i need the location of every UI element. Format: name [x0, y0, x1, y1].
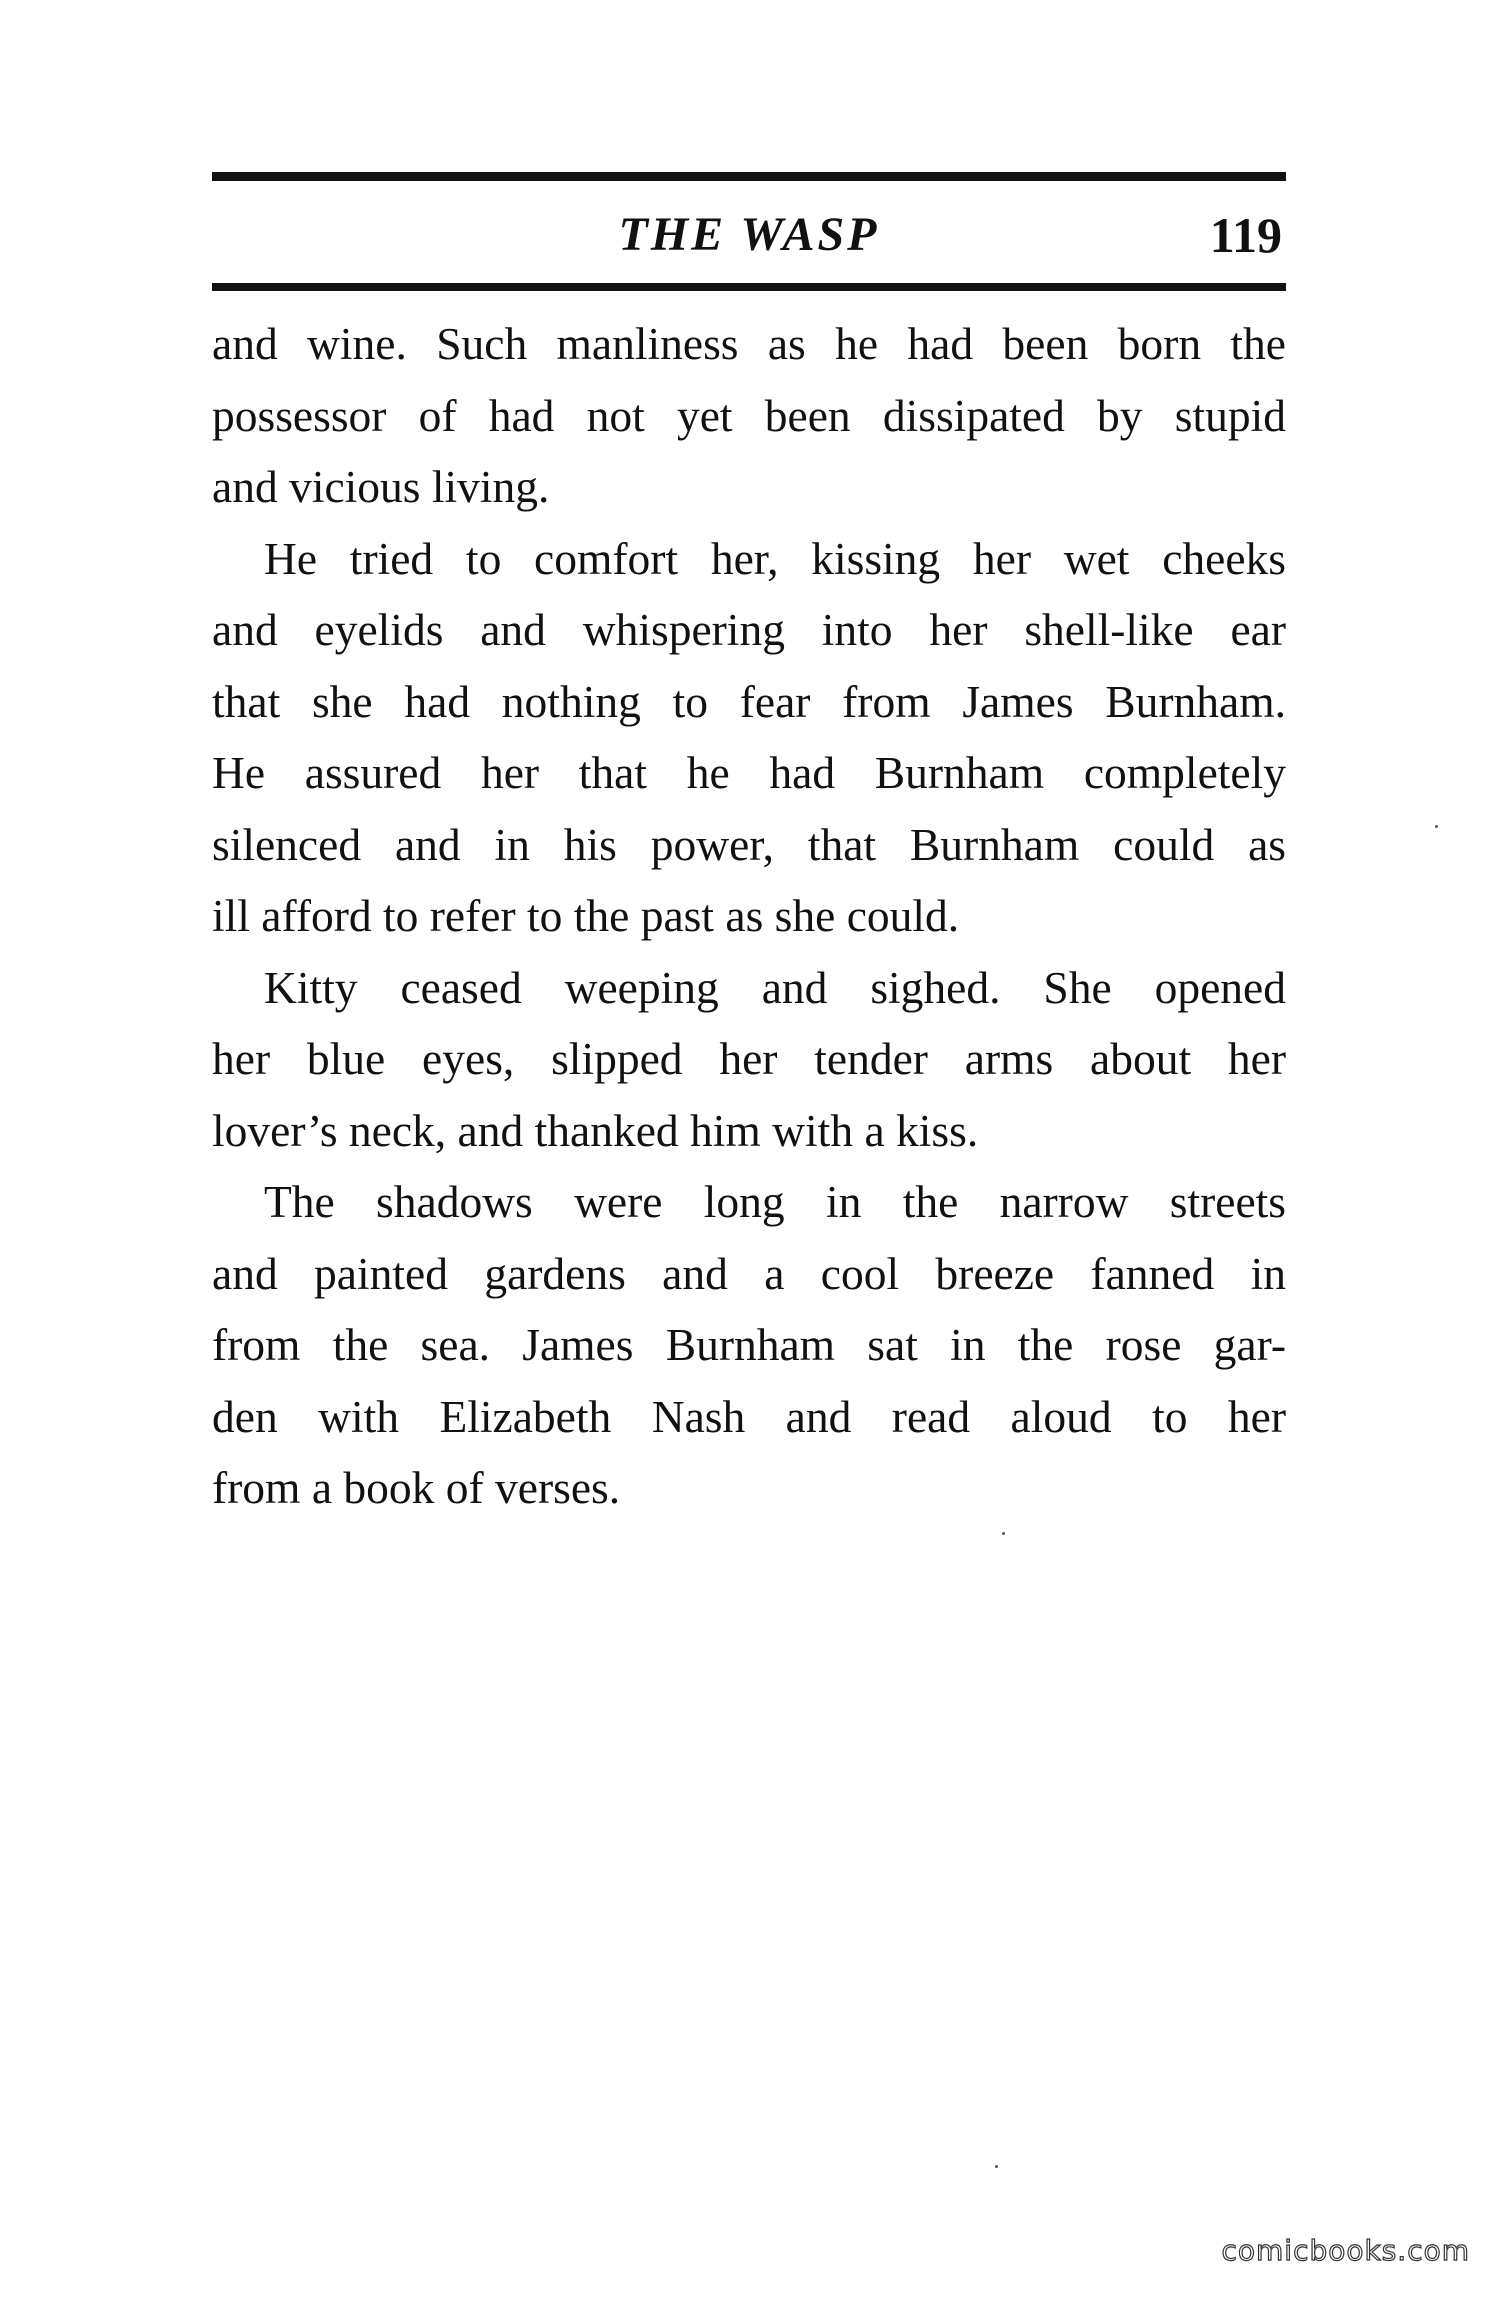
text-line: ill afford to refer to the past as she could. [212, 890, 960, 941]
text-line: den with Elizabeth Nash and read aloud to her [212, 1390, 1286, 1442]
text-line: He assured her that he had Burnham completely [212, 747, 1286, 798]
text-line: The shadows were long in the narrow streets [264, 1176, 1286, 1227]
header-rule-top [212, 172, 1286, 181]
text-line: lover’s neck, and thanked him with a kiss. [212, 1104, 979, 1156]
print-speck [1435, 825, 1438, 828]
header-rule-bottom [212, 283, 1286, 291]
text-line: from a book of verses. [212, 1462, 621, 1513]
print-speck [995, 2165, 998, 2168]
text-line: and eyelids and whispering into her shell-like ear [212, 604, 1286, 655]
text-line: possessor of had not yet been dissipated by stupid [212, 389, 1286, 441]
print-speck [1002, 1532, 1005, 1535]
text-line: He tried to comfort her, kissing her wet cheeks [264, 532, 1286, 584]
text-line: that she had nothing to fear from James Burnham. [212, 675, 1286, 727]
text-line: and painted gardens and a cool breeze fanned in [212, 1247, 1286, 1299]
watermark: comicbooks.com [1221, 2234, 1470, 2267]
text-line: silenced and in his power, that Burnham could as [212, 818, 1286, 870]
page-number: 119 [1209, 207, 1282, 263]
text-line: her blue eyes, slipped her tender arms about her [212, 1033, 1286, 1084]
text-line: Kitty ceased weeping and sighed. She opened [264, 961, 1286, 1013]
text-line: and wine. Such manliness as he had been born the [212, 318, 1286, 369]
text-line: from the sea. James Burnham sat in the rose gar- [212, 1319, 1286, 1370]
running-title: THE WASP [618, 208, 880, 261]
running-head [212, 200, 1286, 270]
text-line: and vicious living. [212, 461, 550, 512]
body-text [212, 308, 1286, 1524]
